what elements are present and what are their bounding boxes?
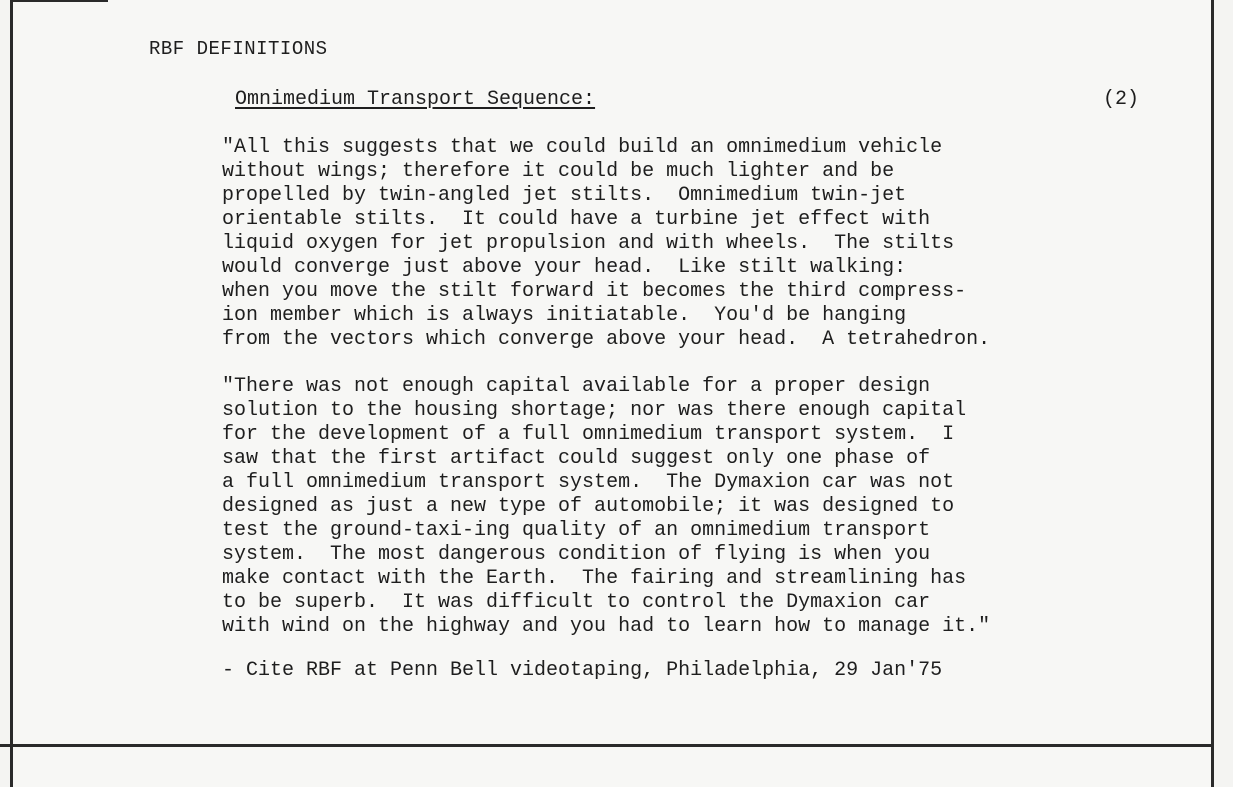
quote-line: without wings; therefore it could be much lighter and be [222, 160, 895, 183]
quote-line: for the development of a full omnimedium transport system. I [222, 423, 955, 446]
section-header: RBF DEFINITIONS [149, 38, 328, 60]
quote-line: system. The most dangerous condition of flying is when you [222, 543, 931, 566]
quote-line: with wind on the highway and you had to learn how to manage it." [222, 615, 991, 638]
quote-line: liquid oxygen for jet propulsion and with wheels. The stilts [222, 232, 955, 255]
quote-line: solution to the housing shortage; nor was there enough capital [222, 399, 967, 422]
quote-line: saw that the first artifact could suggest only one phase of [222, 447, 931, 470]
quote-paragraph-2 [222, 375, 1142, 639]
citation: - Cite RBF at Penn Bell videotaping, Philadelphia, 29 Jan'75 [222, 659, 943, 682]
quote-line: a full omnimedium transport system. The Dymaxion car was not [222, 471, 955, 494]
quote-line: make contact with the Earth. The fairing and streamlining has [222, 567, 967, 590]
quote-line: ion member which is always initiatable. You'd be hanging [222, 304, 907, 327]
next-card-edge [10, 747, 1214, 787]
quote-line: orientable stilts. It could have a turbine jet effect with [222, 208, 931, 231]
page-number: (2) [1102, 88, 1139, 111]
quote-line: test the ground-taxi-ing quality of an omnimedium transport [222, 519, 931, 542]
term-title: Omnimedium Transport Sequence: [235, 88, 596, 111]
quote-line: when you move the stilt forward it becomes the third compress- [222, 280, 967, 303]
quote-line: "There was not enough capital available for a proper design [222, 375, 931, 398]
quote-line: "All this suggests that we could build an omnimedium vehicle [222, 136, 943, 159]
quote-line: to be superb. It was difficult to control the Dymaxion car [222, 591, 931, 614]
quote-paragraph-1 [222, 136, 1142, 352]
top-rule [13, 0, 108, 2]
quote-line: would converge just above your head. Like stilt walking: [222, 256, 907, 279]
quote-line: propelled by twin-angled jet stilts. Omnimedium twin-jet [222, 184, 907, 207]
quote-line: designed as just a new type of automobile; it was designed to [222, 495, 955, 518]
quote-line: from the vectors which converge above your head. A tetrahedron. [222, 328, 991, 351]
term-row [235, 88, 1139, 114]
